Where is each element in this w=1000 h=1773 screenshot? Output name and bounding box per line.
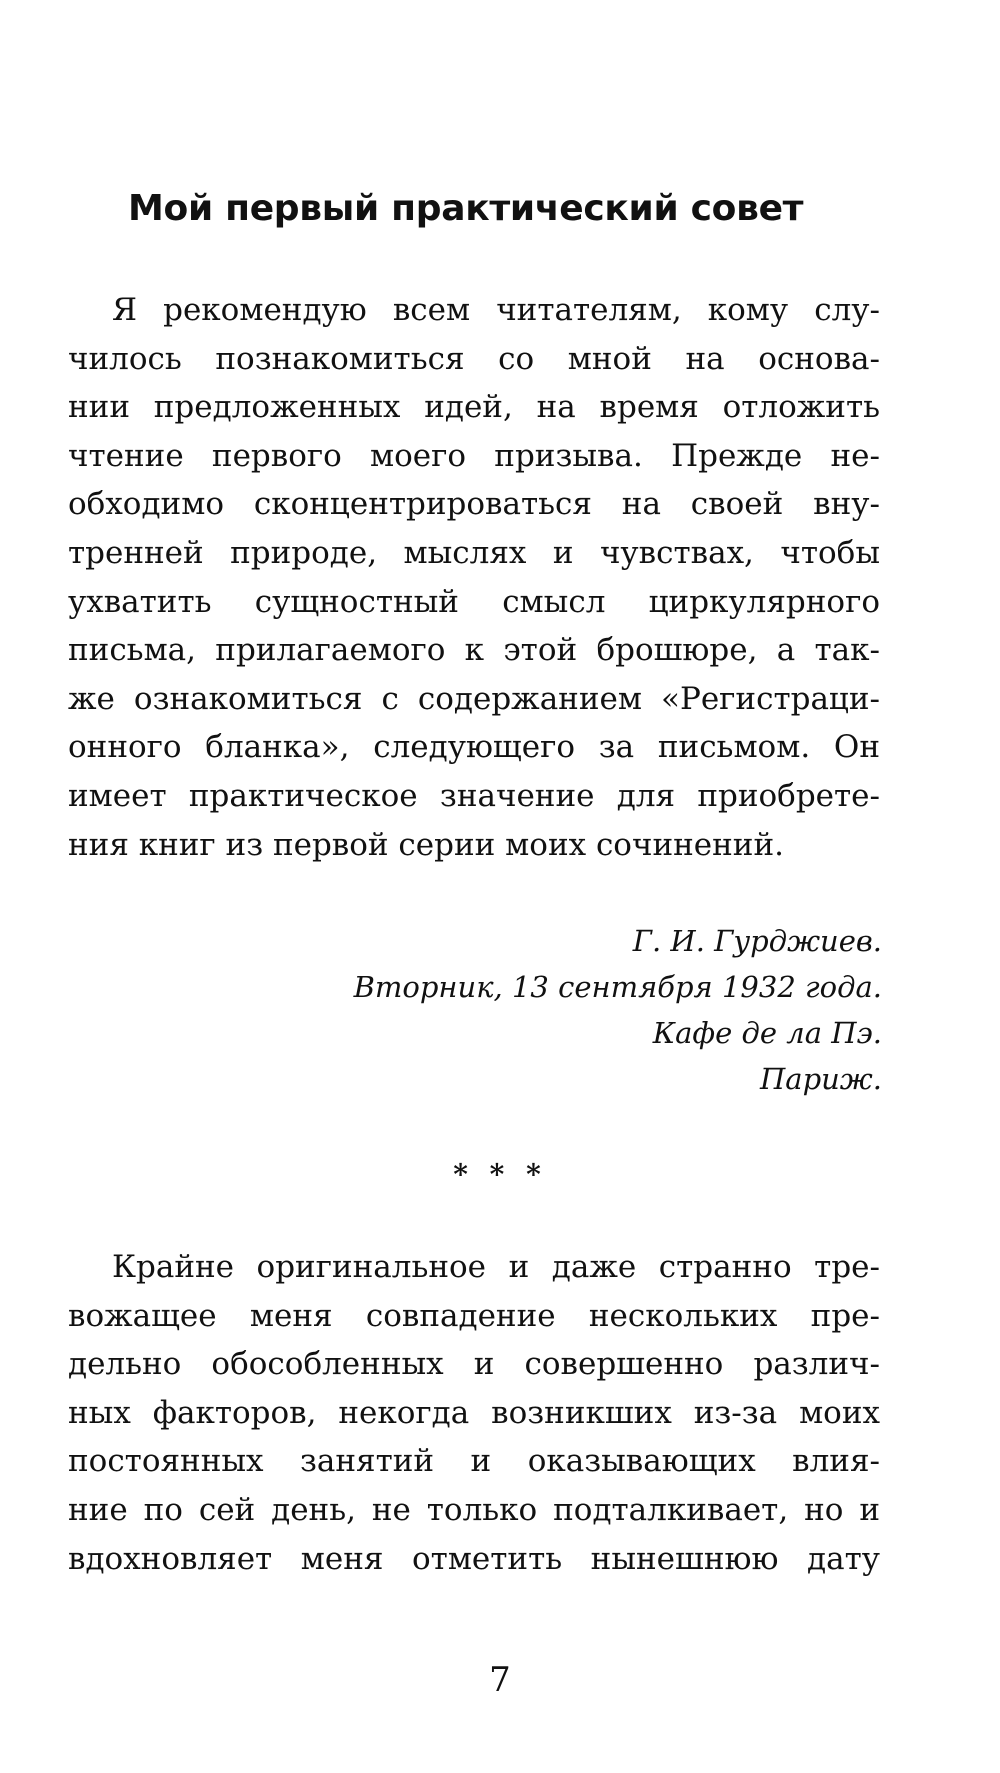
text-line: дельно обособленных и совершенно различ- [68,1346,880,1383]
text-line: ние по сей день, не только подталкивает, но и [68,1491,880,1528]
text-line: тренней природе, мыслях и чувствах, чтобы [68,534,880,571]
text-line: вожащее меня совпадение нескольких пре- [68,1297,880,1334]
signature-block [354,918,882,1102]
page-number: 7 [489,1660,511,1700]
signature-city: Париж. [759,1062,882,1096]
paragraph-recommendation [68,286,880,869]
text-line: онного бланка», следующего за письмом. Он [68,729,880,766]
text-line: Крайне оригинальное и даже странно тре- [112,1249,880,1285]
signature-place: Кафе де ла Пэ. [652,1016,882,1050]
section-separator: * * * [453,1158,547,1191]
text-line: имеет практическое значение для приобрете- [68,777,880,814]
text-line: же ознакомиться с содержанием «Регистраци- [68,680,880,717]
text-line: ных факторов, некогда возникших из-за моих [68,1394,880,1431]
text-line: ухватить сущностный смысл циркулярного [68,583,880,620]
text-line: ния книг из первой серии моих сочинений. [68,826,784,863]
text-line: постоянных занятий и оказывающих влия- [68,1443,880,1480]
text-line: чтение первого моего призыва. Прежде не- [68,437,880,474]
text-line: письма, прилагаемого к этой брошюре, а так- [68,632,880,669]
text-line: обходимо сконцентрироваться на своей вну- [68,486,880,523]
text-line: чилось познакомиться со мной на основа- [68,340,880,377]
signature-date: Вторник, 13 сентября 1932 года. [353,970,882,1004]
text-line: вдохновляет меня отметить нынешнюю дату [68,1540,880,1577]
signature-author: Г. И. Гурджиев. [632,924,882,958]
text-line: Я рекомендую всем читателям, кому слу- [112,292,880,328]
text-line: нии предложенных идей, на время отложить [68,389,880,426]
chapter-heading: Мой первый практический совет [128,188,804,229]
paragraph-coincidence [68,1243,880,1583]
